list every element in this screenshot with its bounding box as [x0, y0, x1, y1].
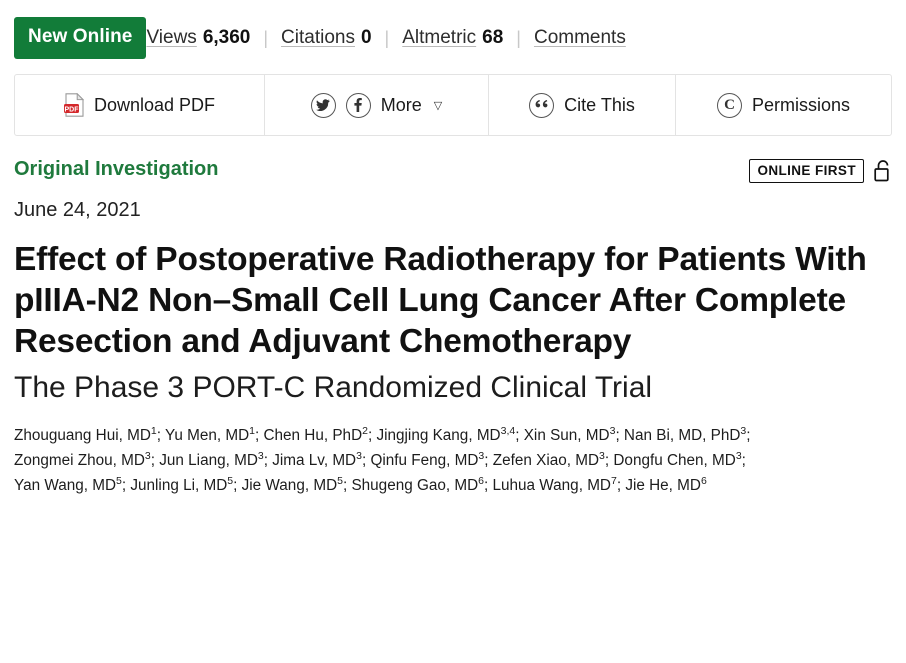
metric-citations-value: 0 [360, 27, 372, 48]
pdf-icon [64, 93, 84, 117]
article-category[interactable]: Original Investigation [14, 158, 219, 180]
metric-altmetric-label: Altmetric [402, 27, 477, 48]
metric-separator: | [263, 27, 269, 48]
author-list[interactable]: Zhouguang Hui, $MD^1$; Yu Men, $MD^1$; Chen Hu, PhD$^2$; Jingjing Kang, MD$^{3,4}$; Xin Sun, $MD^3$; Nan Bi, MD, PhD$^3$; Zongmei Zhou, $MD^3$; Jun Liang, $MD^3$; Jima Lv, $MD^3$; Qinfu Feng, $MD^3$; Zefen Xiao, $MD^3$; Dongfu Chen, $MD^3$; Yan Wang, $MD^5$; Junling Li, $MD^5$; Jie Wang, $MD^5$; Shugeng Gao, $MD^6$; Luhua Wang, $MD^7$; Jie He, $MD^6$ [14, 424, 751, 494]
svg-text:PDF: PDF [64, 106, 79, 114]
metric-views[interactable] [146, 27, 250, 49]
twitter-icon[interactable] [311, 93, 336, 118]
metric-views-value: 6,360 [202, 27, 251, 48]
metric-separator: | [384, 27, 390, 48]
comments-link[interactable]: Comments [533, 27, 626, 48]
publication-date: June 24, 2021 [14, 199, 141, 221]
article-subtitle: The Phase 3 PORT-C Randomized Clinical Trial [14, 370, 653, 404]
download-pdf-button[interactable] [15, 75, 265, 135]
new-online-badge: New Online [14, 17, 146, 59]
cite-this-button[interactable] [489, 75, 676, 135]
metric-altmetric[interactable] [402, 27, 503, 49]
online-first-badge: ONLINE FIRST [749, 159, 864, 183]
download-pdf-label: Download PDF [93, 94, 216, 115]
metrics-bar [14, 0, 892, 60]
metric-altmetric-value: 68 [482, 27, 504, 48]
article-status-group [749, 158, 892, 183]
share-more-group[interactable] [265, 75, 489, 135]
metric-citations-label: Citations [281, 27, 355, 48]
cite-this-label: Cite This [564, 94, 635, 115]
open-lock-icon [874, 159, 892, 183]
quote-icon [529, 93, 554, 118]
permissions-button[interactable] [676, 75, 891, 135]
metric-citations[interactable] [281, 27, 372, 49]
article-action-toolbar [14, 74, 892, 136]
metric-views-label: Views [146, 27, 197, 48]
more-label: More [380, 94, 422, 115]
article-meta-row [14, 158, 892, 183]
chevron-down-icon: ▽ [433, 99, 443, 112]
page-title: Effect of Postoperative Radiotherapy for Patients With pIIIA-N2 Non–Small Cell Lung Cancer After Complete Resection and Adjuvant Chemotherapy [14, 241, 867, 360]
facebook-icon[interactable] [346, 93, 371, 118]
copyright-icon: C [717, 93, 742, 118]
metric-separator: | [516, 27, 521, 48]
permissions-label: Permissions [751, 94, 851, 115]
